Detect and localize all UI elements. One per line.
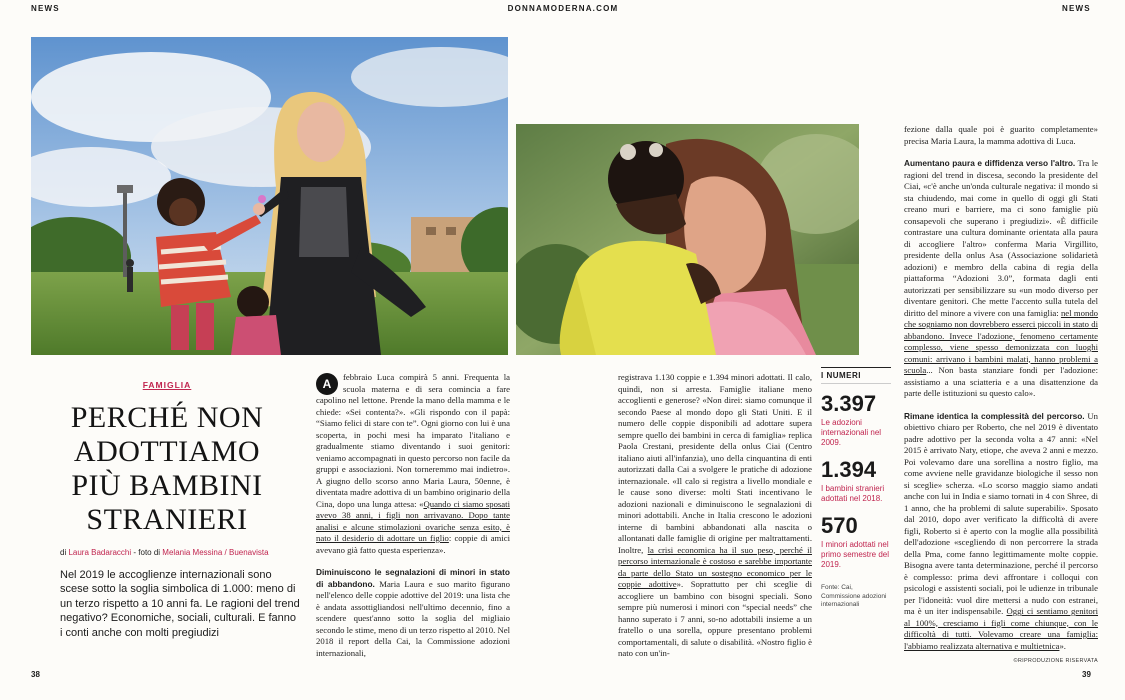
body-paragraph (316, 567, 510, 659)
highlight-quote: nel mondo che sogniamo non dovrebbero esserci piccoli in stato di abbandono. Invece l'adozione, fenomeno certamente complesso, viene spesso demonizzata con luoghi comuni: arrivano i bambini malati, hanno problemi a scuola (904, 307, 1099, 375)
stat-item (821, 514, 891, 570)
body-text: Maria Laura e suo marito figurano nell'elenco delle coppie adottive del 2019: una lista che è andata assottigliandosi nell'ultimo decennio, fino a scendere quest'anno sotto la soglia del migliaio secondo le stime, meno di un terzo rispetto al 2010. Nel 2018 il report della Cai, la Commissione adozioni internazionali, (316, 578, 510, 658)
body-column-2 (618, 372, 812, 660)
body-text: ». (1059, 640, 1066, 651)
body-paragraph (904, 124, 1098, 147)
page-number-left: 38 (31, 670, 40, 679)
title-line: PERCHÉ NON (70, 401, 264, 434)
highlight-quote: la crisi economica ha il suo peso, perché il percorso internazionale è costoso e sarebbe importante da parte dello Stato un sostegno economico per le coppie adottive (618, 544, 812, 589)
running-head-right: NEWS (1062, 4, 1091, 13)
body-paragraph (316, 372, 510, 556)
sidebar-title: I NUMERI (821, 367, 891, 384)
running-head-center: DONNAMODERNA.COM (507, 4, 619, 13)
dropcap: A (316, 373, 338, 395)
title-line: ADOTTIAMO (73, 435, 261, 468)
highlight-quote: Oggi ci sentiamo genitori al 100%, cresciamo i figli come chiunque, con le difficoltà di tutti. Volevamo creare una famiglia: l'abbiamo realizzata alternativa e multietnica (904, 606, 1099, 651)
stat-value: 1.394 (821, 457, 877, 482)
section-kicker: FAMIGLIA (142, 380, 192, 390)
photo-mother-and-child-embrace (516, 124, 859, 355)
byline-author: Laura Badaracchi (68, 548, 132, 557)
stat-label: I minori adottati nel primo semestre del 2019. (821, 540, 890, 569)
body-text: ... Non basta stanziare fondi per l'adozione: assistiamo a una sciatteria e a una disattenzione da parte delle istituzioni su questo calo». (904, 365, 1098, 398)
page-number-right: 39 (1082, 670, 1091, 679)
byline-sep: - foto di (131, 548, 163, 557)
body-column-3 (904, 124, 1098, 668)
subhead: Aumentano paura e diffidenza verso l'altro. (904, 158, 1076, 168)
body-paragraph (904, 411, 1098, 653)
body-text: ». Soprattutto per chi sceglie di accogliere un bambino con bisogni speciali. Sono sempre più numerosi i minori con “special needs” che hanno superato i 7 anni, so-no adottabili insieme a un fratello o una sorella, oppure presentano problemi comportamentali, di salute o disabilità. «Nostro figlio è nato con un'in- (618, 579, 812, 658)
article-lede: Nel 2019 le accoglienze internazionali sono scese sotto la soglia simbolica di 1.000: meno di un terzo rispetto a 10 anni fa. Le ragioni del trend negativo? Economiche, sociali, culturali. E fanno i conti anche con molti pregiudizi (60, 569, 300, 639)
article-title (44, 401, 290, 537)
body-paragraph (618, 372, 812, 660)
subhead: Diminuiscono le segnalazioni di minori in stato di abbandono. (316, 567, 510, 589)
stat-item (821, 392, 891, 448)
body-column-1 (316, 372, 510, 659)
body-text: Un obiettivo chiaro per Roberto, che nel 2019 è diventato padre adottivo per la seconda volta a 47 anni: «Nel 2015 è arrivato Naty, etiope, che aveva 2 anni e mezzo. Poi volevamo dare una sorellina a nostro figlio, ma come avviene nelle gravidanze biologiche il sesso non si sceglie» scherza. «Lo scorso maggio siamo andati anche con lui in India e siamo tornati in 4 con Shree, di 1 anno, che ha problemi di salute superabili». Sposato dal 2010, dopo aver verificato la difficoltà di avere figli, Roberto si è aperto con la moglie alla possibilità dell'adozione «scegliendo di non percorrere la strada della Pma, come fanno legittimamente molte coppie. Bisogna avere tanta determinazione, perché il percorso è complesso: prima devi affrontare i colloqui con psicologi e assistenti sociali, poi le udienze in tribunale per l'idoneità: vuol dire mettersi a nudo con estranei, ma è un iter indispensabile. (904, 410, 1098, 616)
subhead: Rimane identica la complessità del percorso. (904, 410, 1085, 421)
stat-label: I bambini stranieri adottati nel 2018. (821, 484, 885, 503)
copyright-notice: ©RIPRODUZIONE RISERVATA (1013, 658, 1098, 664)
body-paragraph (904, 158, 1098, 400)
byline (60, 548, 300, 557)
title-line: STRANIERI (86, 503, 248, 536)
body-text: : coppie di amici avevano già fatto questa esperienza». (316, 533, 510, 555)
running-head-left: NEWS (31, 4, 60, 13)
byline-photographer: Melania Messina / Buenavista (162, 548, 269, 557)
body-text: febbraio Luca compirà 5 anni. Frequenta la scuola materna e di sera comincia a fare capolino nel lettone. Prende la mano della mamma e le chiede: «Sei contenta?». «Gli rispondo con il papà: “Siamo felici di stare con te”. Ogni giorno con lui è una scoperta, in pochi mesi ha imparato l'italiano e gradualmente stiamo diventando i suoi genitori: veniamo accompagnati in questo percorso non facile da gruppi e associazioni. Non torneremmo mai indietro». A giugno dello scorso anno Maria Laura, 50enne, è diventata madre adottiva di un bambino originario della Cina, dopo una lunga attesa: « (316, 372, 510, 509)
numbers-sidebar (821, 367, 891, 610)
body-text: Tra le ragioni del trend in discesa, secondo la presidente del Ciai, «c'è anche un'onda culturale negativa: il mondo si sta chiudendo, mai come in quello di oggi gli Stati creano muri e barriere, ma ci sono famiglie più consapevoli che superano i pregiudizi». «È difficile contrastare una cultura dominante orientata alla paura di accogliere l'altro» conferma Maria Virgillito, presidente della onlus Asa (Associazione solidarietà adozioni) e membro della cabina di regia della piattaforma “Adozioni 3.0”, formata dagli enti autorizzati per sensibilizzare su «un modo diverso per diventare genitori. Che mette l'accento sulla tutela del diritto del minore a vivere con una famiglia: (904, 158, 1098, 318)
stat-value: 570 (821, 513, 858, 538)
body-text: registrava 1.130 coppie e 1.394 minori adottati. Il calo, quindi, non si arresta. Famiglie italiane meno accoglienti e generose? «Non direi: siamo comunque il secondo Paese al mondo dopo gli Stati Uniti. E il numero delle coppie disponibili ad adottare supera sempre quello dei bambini in cerca di famiglia» replica Paola Crestani, presidente della onlus Ciai (Centro italiano aiuti all'infanzia), uno della cinquantina di enti autorizzati dalla Cai a svolgere le pratiche di adozione internazionale. «Il calo si registra a livello mondiale e le cause sono diverse: molti Stati incentivano le adozioni nazionali e diminuiscono le segnalazioni di minori adottabili. Anche in Italia crescono le adozioni interne di bambini abbandonati alla nascita o allontanati dalle famiglie di origine per maltrattamenti. Inoltre, (618, 372, 812, 555)
body-text: fezione dalla quale poi è guarito completamente» precisa Maria Laura, la mamma adottiva di Luca. (904, 124, 1098, 146)
byline-prefix: di (60, 548, 69, 557)
highlight-quote: Quando ci siamo sposati avevo 38 anni, i figli non arrivavano. Dopo tante analisi e alcune stimolazioni ovariche senza esito, è nato il desiderio di adottare un figlio (316, 498, 510, 543)
title-line: PIÙ BAMBINI (71, 469, 263, 502)
photo-child-and-woman-park (31, 37, 508, 355)
sidebar-source: Fonte: Cai, Commissione adozioni internazionali (821, 584, 887, 608)
stat-label: Le adozioni internazionali nel 2009. (821, 418, 882, 447)
stat-item (821, 458, 891, 504)
stat-value: 3.397 (821, 391, 877, 416)
